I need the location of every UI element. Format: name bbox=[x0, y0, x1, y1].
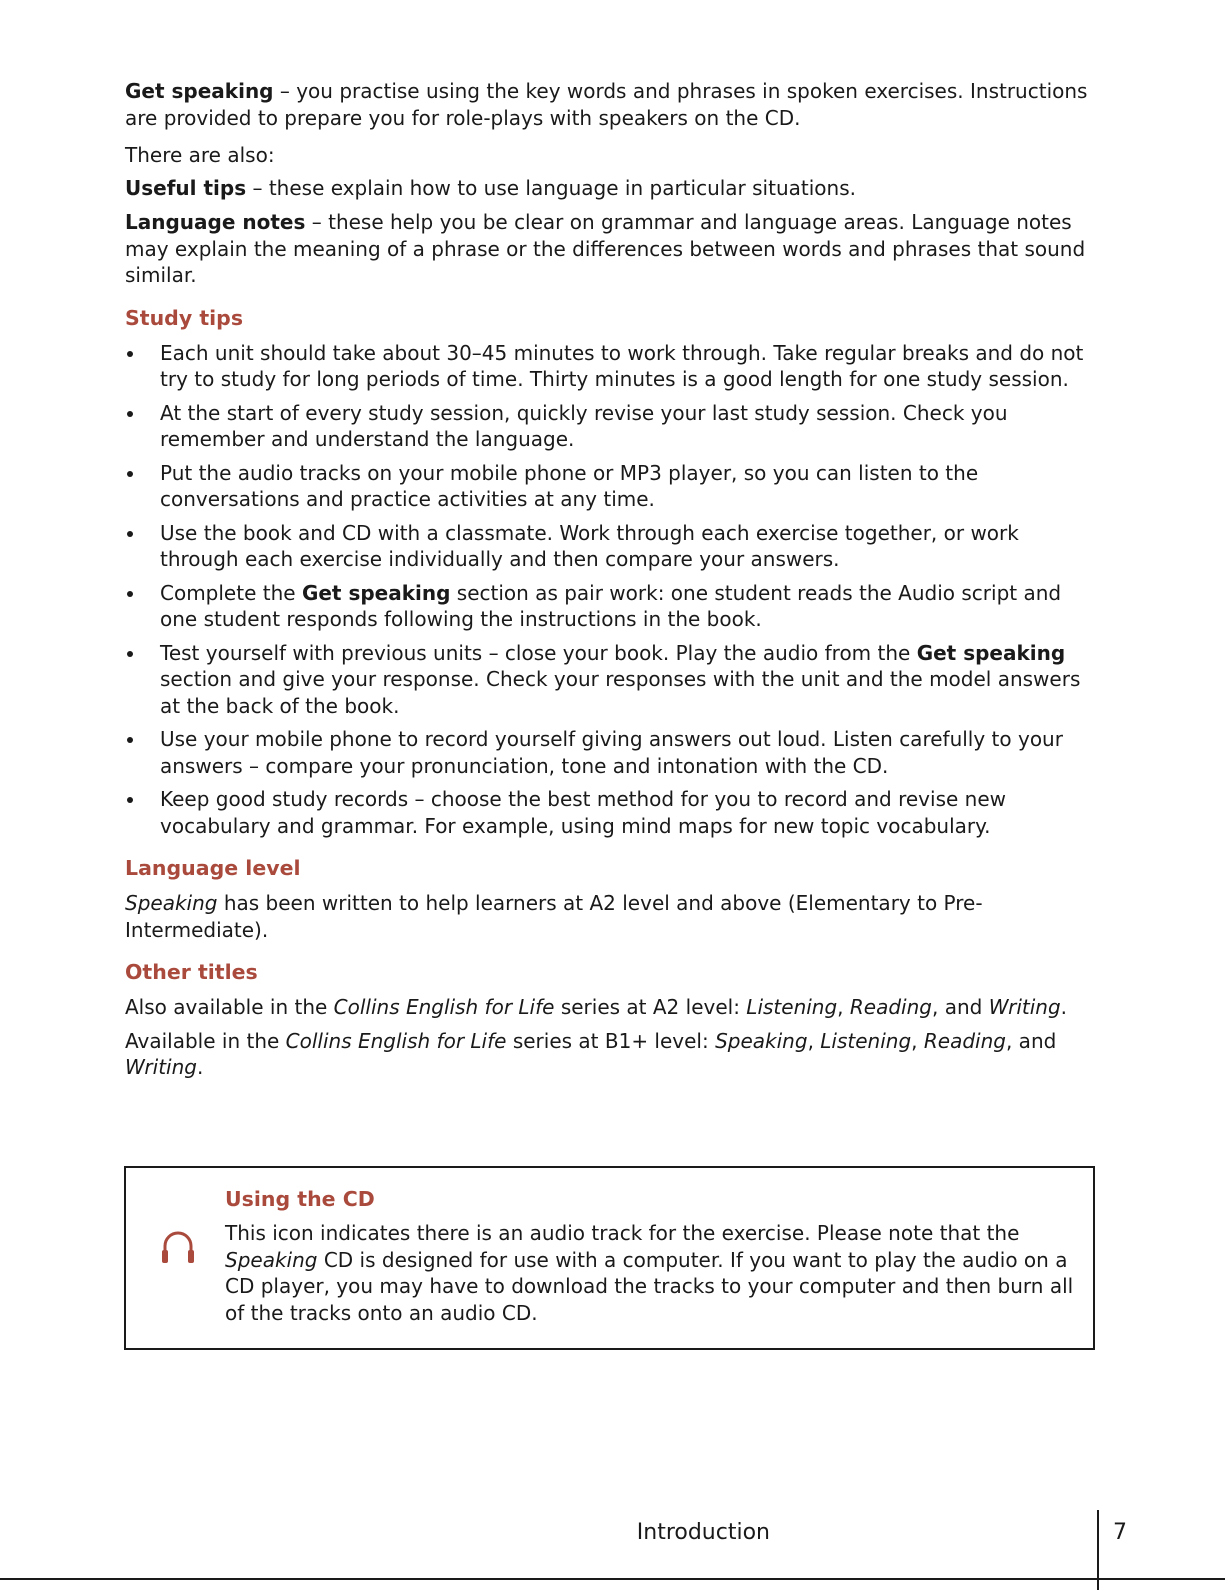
cd-info-content bbox=[225, 1186, 1075, 1326]
bullet-icon bbox=[127, 737, 133, 743]
tip-text: At the start of every study session, quickly revise your last study session. Check you remember and understand the language. bbox=[160, 400, 1008, 451]
text-span: , bbox=[807, 1028, 821, 1053]
bullet-icon bbox=[127, 471, 133, 477]
text-span: This icon indicates there is an audio track for the exercise. Please note that the bbox=[225, 1221, 1020, 1245]
bullet-icon bbox=[127, 411, 133, 417]
book-title: Speaking bbox=[715, 1028, 808, 1053]
list-item bbox=[125, 400, 1100, 453]
list-item bbox=[125, 726, 1100, 779]
other-titles-line-b1 bbox=[125, 1028, 1100, 1081]
tip-text-bold: Get speaking bbox=[301, 580, 451, 605]
tip-text-bold: Get speaking bbox=[916, 640, 1066, 665]
study-tips-list bbox=[125, 340, 1100, 840]
text-span: series at B1+ level: bbox=[506, 1028, 716, 1053]
tip-text-post: section and give your response. Check your responses with the unit and the model answers at the back of the book. bbox=[160, 667, 1081, 718]
text-span: , and bbox=[931, 995, 989, 1019]
tip-text-post: section as pair work: one student reads the Audio script and one student responds following the instructions in the book. bbox=[160, 580, 1062, 631]
list-item bbox=[125, 580, 1100, 633]
book-title: Writing bbox=[125, 1055, 197, 1079]
other-titles-line-a2 bbox=[125, 994, 1100, 1021]
tip-text-pre: Test yourself with previous units – close your book. Play the audio from the bbox=[160, 640, 917, 665]
useful-tips-text: – these explain how to use language in particular situations. bbox=[246, 175, 856, 200]
cd-box-heading: Using the CD bbox=[225, 1187, 375, 1211]
get-speaking-paragraph bbox=[125, 78, 1100, 131]
language-level-text bbox=[125, 890, 1100, 943]
list-item bbox=[125, 460, 1100, 513]
list-item bbox=[125, 520, 1100, 573]
get-speaking-text: – you practise using the key words and phrases in spoken exercises. Instructions are provided to prepare you for role-plays with speakers on the CD. bbox=[125, 79, 1088, 130]
get-speaking-term: Get speaking bbox=[125, 79, 274, 103]
study-tips-heading: Study tips bbox=[125, 305, 244, 330]
text-span: . bbox=[1060, 995, 1068, 1019]
language-level-heading: Language level bbox=[125, 856, 301, 880]
book-title: Reading bbox=[849, 995, 932, 1019]
series-title: Collins English for Life bbox=[285, 1028, 507, 1053]
tip-text: Use the book and CD with a classmate. Work through each exercise together, or work through each exercise individually and then compare your answers. bbox=[160, 520, 1019, 571]
page-number: 7 bbox=[1113, 1520, 1127, 1545]
text-span: Also available in the bbox=[125, 995, 334, 1019]
text-span: , bbox=[837, 995, 850, 1019]
language-notes-term: Language notes bbox=[125, 210, 306, 234]
bullet-icon bbox=[127, 591, 133, 597]
there-are-also: There are also: bbox=[125, 143, 275, 167]
tip-text: Keep good study records – choose the best method for you to record and revise new vocabulary and grammar. For example, using mind maps for new topic vocabulary. bbox=[160, 787, 1006, 838]
tip-text: Each unit should take about 30–45 minutes to work through. Take regular breaks and do not try to study for long periods of time. Thirty minutes is a good length for one study session. bbox=[160, 340, 1084, 391]
tip-text: Put the audio tracks on your mobile phone or MP3 player, so you can listen to the conversations and practice activities at any time. bbox=[160, 460, 979, 511]
language-notes-paragraph bbox=[125, 209, 1100, 289]
other-titles-section bbox=[125, 959, 1100, 1081]
language-notes-text: – these help you be clear on grammar and language areas. Language notes may explain the meaning of a phrase or the differences between words and phrases that sound similar. bbox=[125, 210, 1086, 287]
book-title: Listening bbox=[820, 1028, 912, 1053]
book-title: Speaking bbox=[225, 1247, 318, 1272]
text-span: , and bbox=[1005, 1028, 1057, 1053]
cd-info-box bbox=[124, 1166, 1095, 1350]
book-title: Reading bbox=[923, 1028, 1006, 1053]
book-title: Writing bbox=[988, 995, 1061, 1019]
tip-text-pre: Complete the bbox=[160, 580, 302, 605]
text-span: CD is designed for use with a computer. If you want to play the audio on a CD player, you may have to download the tracks to your computer and then burn all of the tracks onto an audio CD. bbox=[225, 1247, 1074, 1325]
study-tips-section bbox=[125, 305, 1100, 840]
language-level-body: has been written to help learners at A2 level and above (Elementary to Pre-Intermediate). bbox=[125, 891, 983, 942]
list-item bbox=[125, 786, 1100, 839]
other-titles-heading: Other titles bbox=[125, 960, 258, 984]
book-title: Listening bbox=[746, 995, 838, 1019]
text-span: series at A2 level: bbox=[554, 995, 747, 1019]
headphones-icon bbox=[160, 1228, 196, 1268]
bullet-icon bbox=[127, 531, 133, 537]
useful-tips-paragraph bbox=[125, 175, 1100, 202]
cd-box-text bbox=[225, 1220, 1075, 1326]
list-item bbox=[125, 640, 1100, 720]
series-title: Collins English for Life bbox=[333, 995, 555, 1019]
language-level-section bbox=[125, 855, 1100, 943]
text-span: Available in the bbox=[125, 1028, 286, 1053]
bullet-icon bbox=[127, 651, 133, 657]
text-span: . bbox=[196, 1055, 204, 1079]
section-label: Introduction bbox=[636, 1520, 770, 1545]
text-span: , bbox=[911, 1028, 924, 1053]
bullet-icon bbox=[127, 797, 133, 803]
useful-tips-term: Useful tips bbox=[125, 175, 247, 200]
tip-text: Use your mobile phone to record yourself giving answers out loud. Listen carefully to your answers – compare your pronunciation, tone and intonation with the CD. bbox=[160, 727, 1063, 778]
bottom-rule bbox=[0, 1578, 1225, 1580]
bullet-icon bbox=[127, 351, 133, 357]
page-content bbox=[125, 78, 1100, 1081]
book-title: Speaking bbox=[125, 891, 218, 915]
list-item bbox=[125, 340, 1100, 393]
